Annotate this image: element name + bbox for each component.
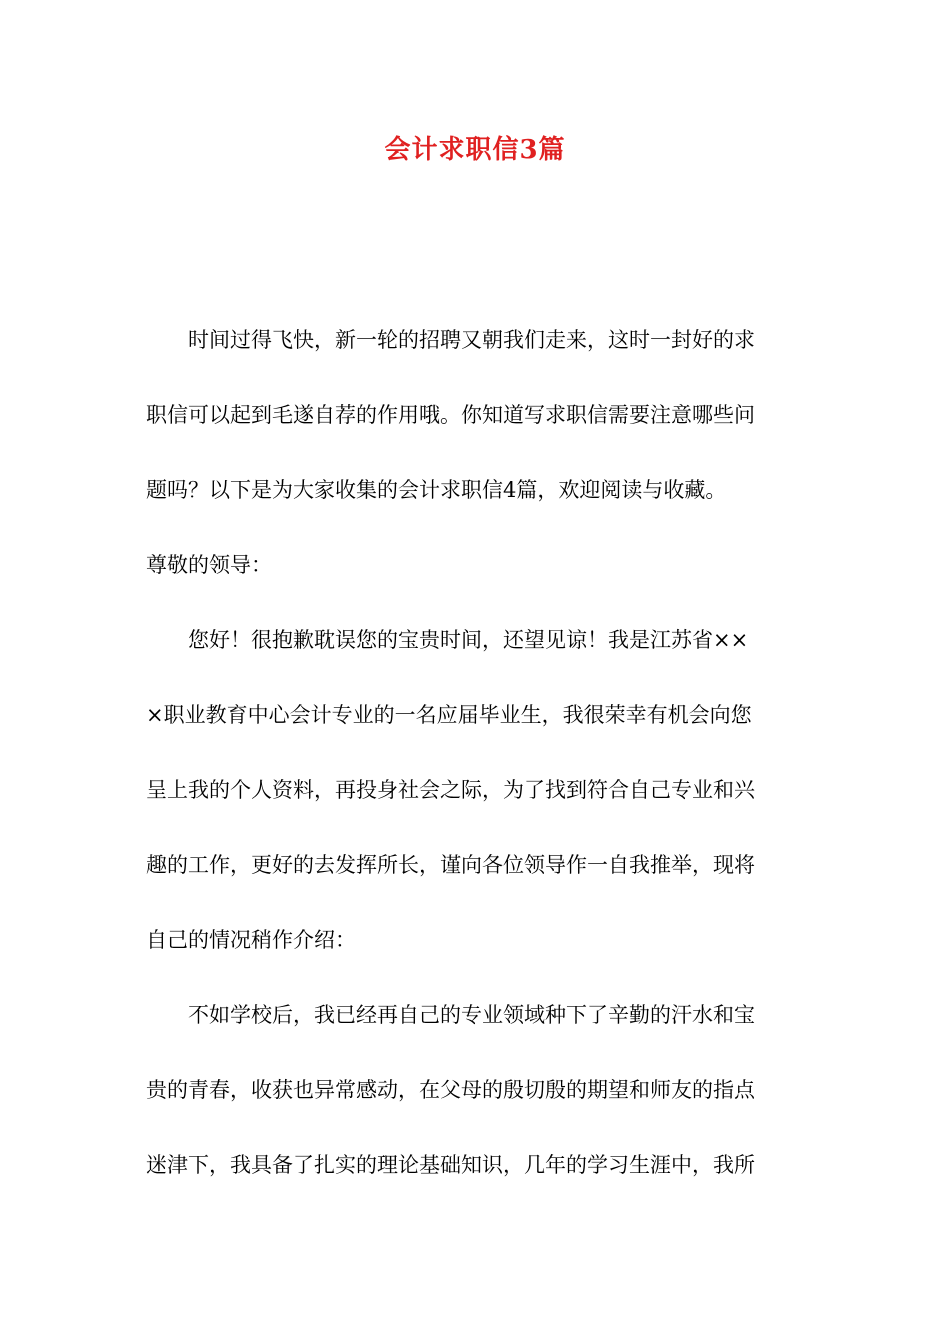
body-line: 您好！很抱歉耽误您的宝贵时间，还望见谅！我是江苏省×× — [146, 628, 749, 652]
body-line: 趣的工作，更好的去发挥所长，谨向各位领导作一自我推举，现将 — [146, 853, 755, 877]
body-line: 迷津下，我具备了扎实的理论基础知识，几年的学习生涯中，我所 — [146, 1153, 755, 1177]
body-line: 题吗？以下是为大家收集的会计求职信4篇，欢迎阅读与收藏。 — [146, 478, 727, 502]
body-line: 职信可以起到毛遂自荐的作用哦。你知道写求职信需要注意哪些问 — [146, 403, 755, 427]
body-line: 时间过得飞快，新一轮的招聘又朝我们走来，这时一封好的求 — [146, 328, 755, 352]
body-line: 不如学校后，我已经再自己的专业领域种下了辛勤的汗水和宝 — [146, 1003, 755, 1027]
document-title: 会计求职信3篇 — [384, 135, 566, 165]
body-line: 自己的情况稍作介绍： — [146, 928, 356, 952]
body-line: 贵的青春，收获也异常感动，在父母的殷切殷的期望和师友的指点 — [146, 1078, 755, 1102]
salutation-line: 尊敬的领导： — [146, 553, 272, 577]
body-line: ×职业教育中心会计专业的一名应届毕业生，我很荣幸有机会向您 — [146, 703, 752, 727]
body-line: 呈上我的个人资料，再投身社会之际，为了找到符合自己专业和兴 — [146, 778, 755, 802]
